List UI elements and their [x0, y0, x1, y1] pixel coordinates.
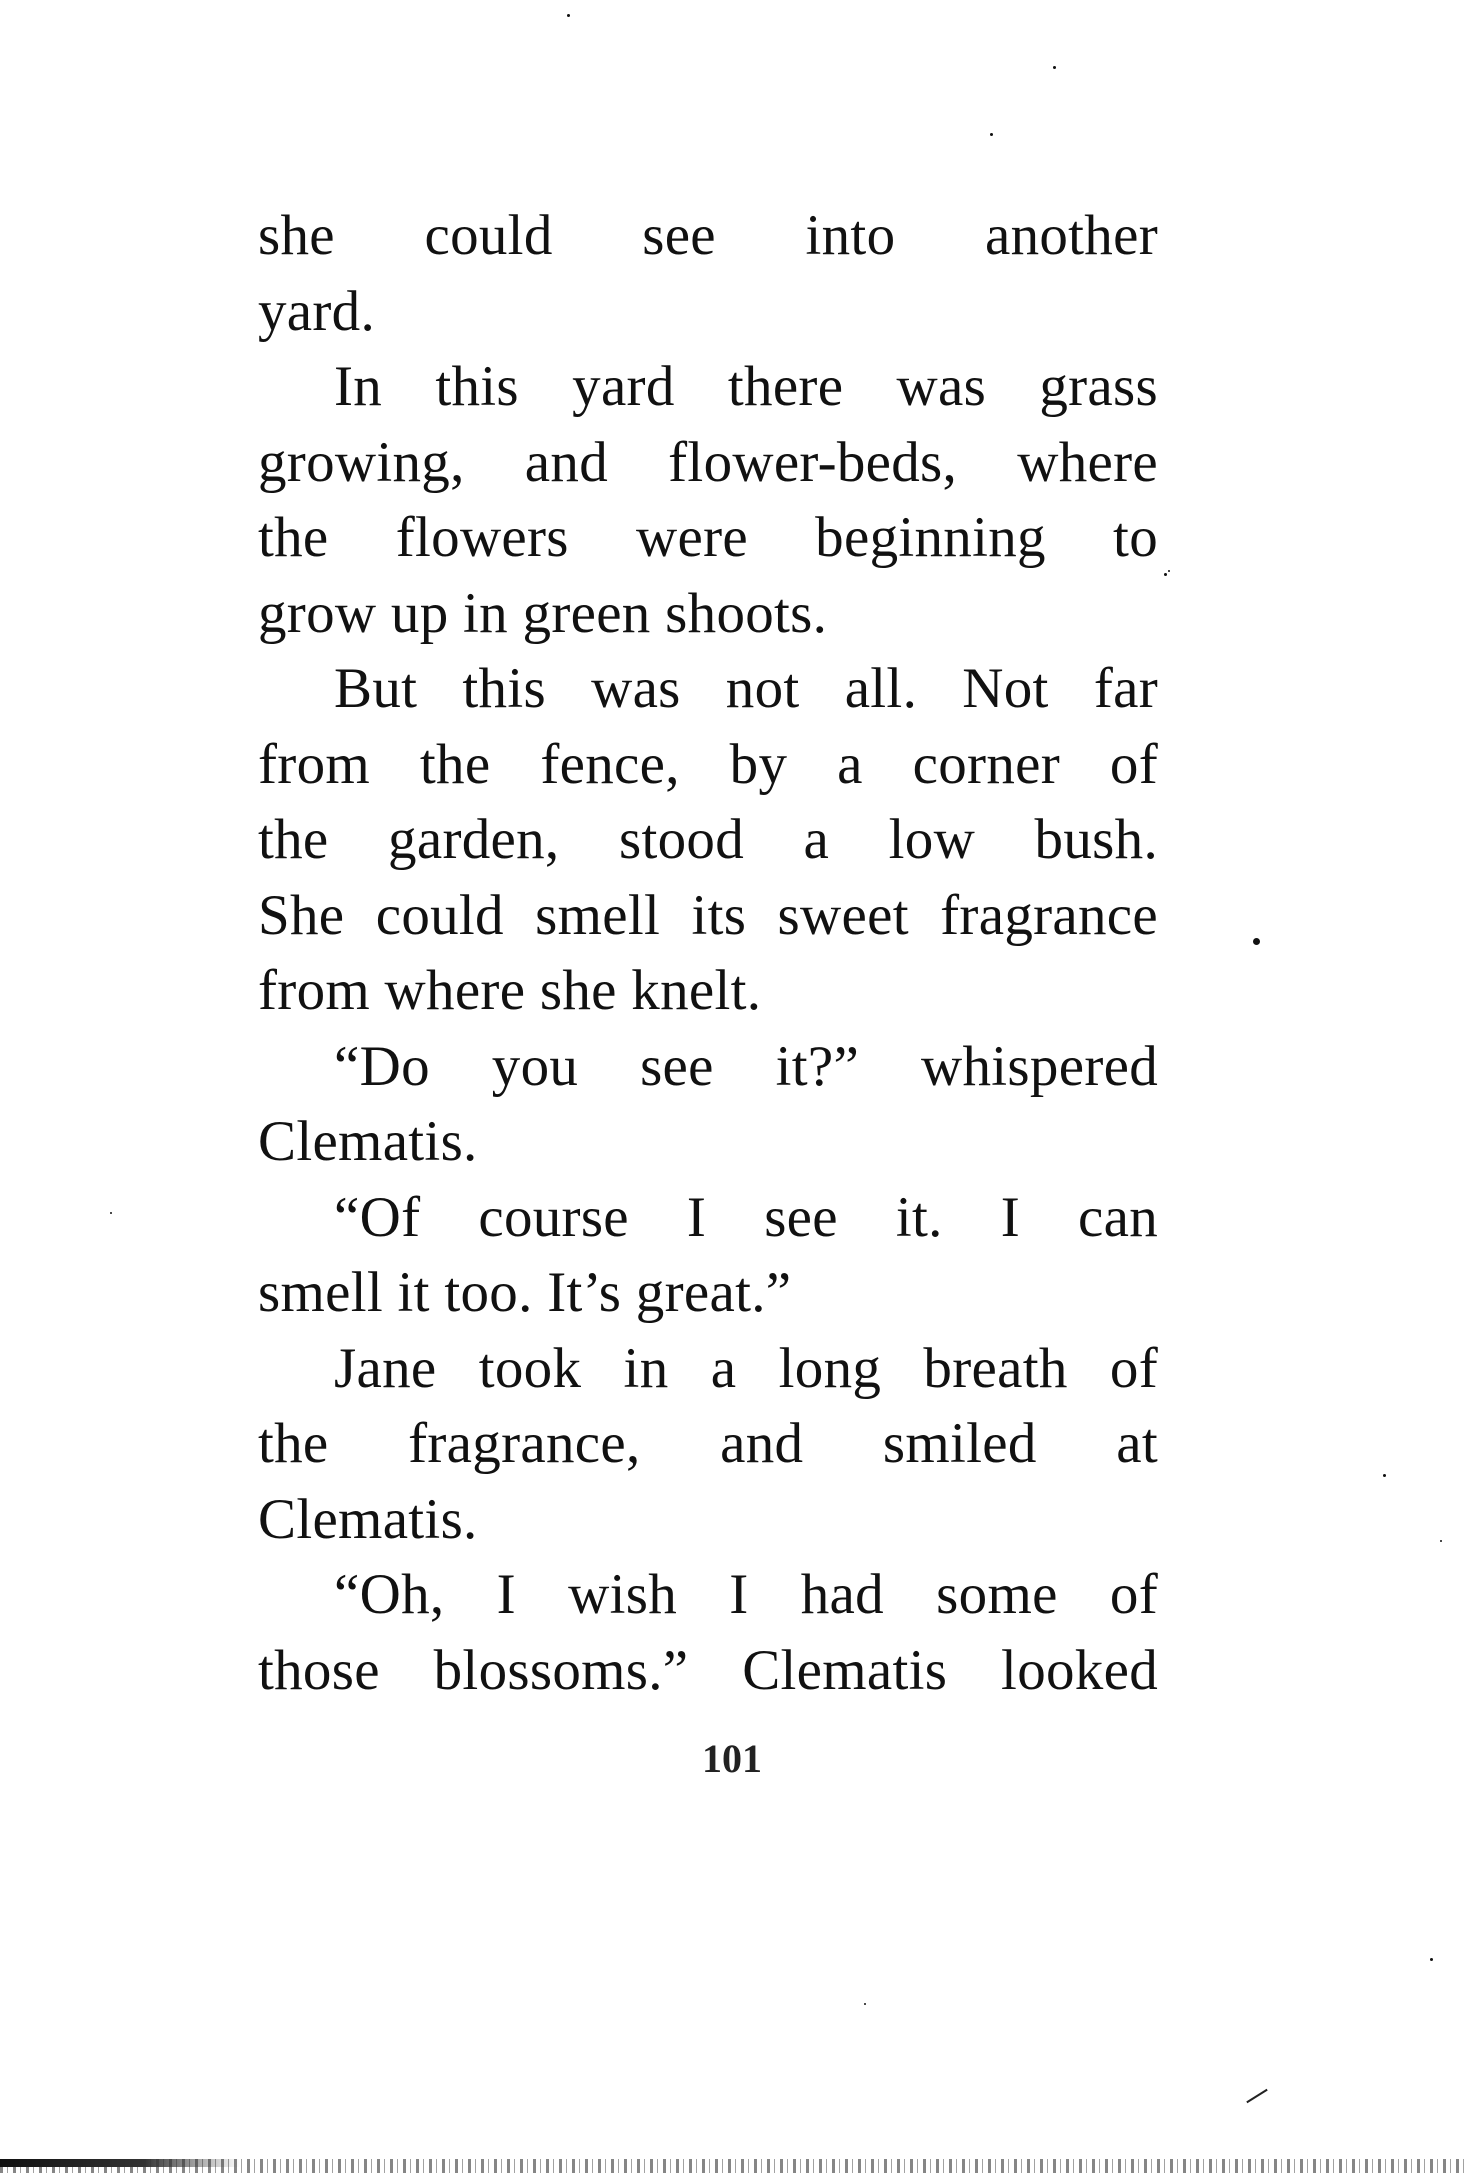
- scan-speck: [110, 1212, 112, 1214]
- text-line: she could see into another: [258, 204, 1158, 267]
- scan-speck: [1053, 66, 1056, 69]
- text-line: smell it too. It’s great.”: [258, 1261, 792, 1324]
- scan-speck: [567, 14, 570, 17]
- text-line: the fragrance, and smiled at: [258, 1412, 1158, 1475]
- text-line: She could smell its sweet fragrance: [258, 883, 1158, 947]
- scan-speck: [1440, 1540, 1442, 1542]
- text-line: Clematis.: [258, 1110, 478, 1173]
- text-line: “Of course I see it. I can: [334, 1185, 1158, 1249]
- scan-speck: [1168, 570, 1170, 572]
- scan-speck: [1383, 1474, 1386, 1477]
- scan-speck: [1164, 573, 1167, 576]
- text-line: “Oh, I wish I had some of: [334, 1563, 1158, 1626]
- text-line: Jane took in a long breath of: [334, 1336, 1158, 1400]
- text-line: But this was not all. Not far: [334, 657, 1158, 720]
- text-line: “Do you see it?” whispered: [334, 1034, 1158, 1098]
- text-line: growing, and flower-beds, where: [258, 430, 1158, 494]
- page-number: 101: [702, 1736, 762, 1781]
- text-line: the flowers were beginning to: [258, 506, 1158, 569]
- scan-speck: [1430, 1958, 1433, 1961]
- text-line: the garden, stood a low bush.: [258, 808, 1158, 871]
- text-line: In this yard there was grass: [334, 355, 1158, 418]
- scan-speck: [990, 133, 993, 136]
- scan-smudge: [0, 2159, 240, 2167]
- scan-speck: [1253, 938, 1260, 945]
- text-line: those blossoms.” Clematis looked: [258, 1638, 1158, 1702]
- text-line: from the fence, by a corner of: [258, 732, 1158, 796]
- text-line: from where she knelt.: [258, 959, 762, 1022]
- text-line: grow up in green shoots.: [258, 581, 828, 645]
- scan-speck: [864, 2003, 866, 2005]
- body-text: [258, 198, 1158, 1708]
- scan-mark: [1246, 2089, 1267, 2103]
- text-line: yard.: [258, 279, 376, 343]
- text-line: Clematis.: [258, 1487, 478, 1551]
